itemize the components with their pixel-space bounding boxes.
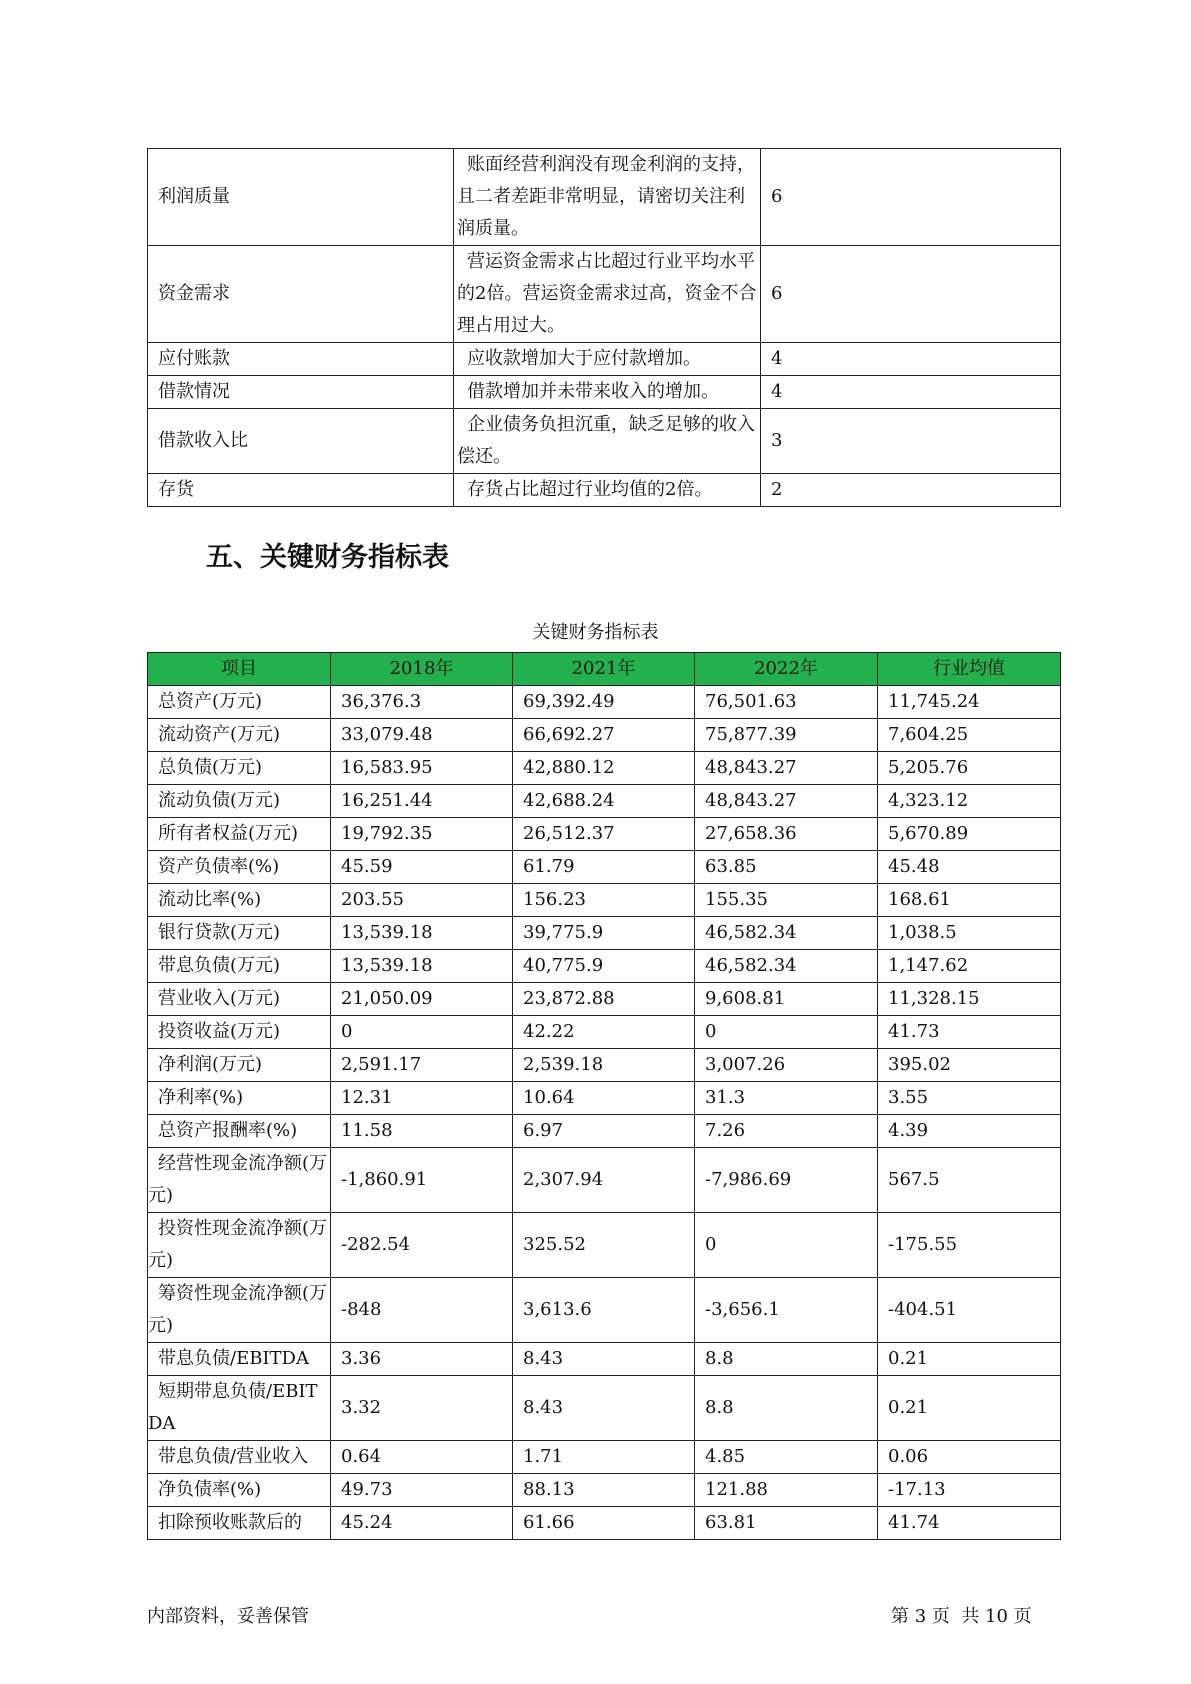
risk-desc: 企业债务负担沉重，缺乏足够的收入偿还。: [454, 409, 761, 474]
row-label: 净负债率(%): [148, 1474, 331, 1507]
data-cell: 4,323.12: [878, 785, 1061, 818]
risk-item: 借款情况: [148, 376, 454, 409]
table-row: [148, 1474, 1061, 1507]
data-cell: 0.06: [878, 1441, 1061, 1474]
row-label: 投资性现金流净额(万元): [148, 1213, 331, 1278]
data-cell: 0.64: [331, 1441, 513, 1474]
data-cell: 75,877.39: [695, 719, 878, 752]
risk-desc: 存货占比超过行业均值的2倍。: [454, 474, 761, 507]
data-cell: 23,872.88: [513, 983, 695, 1016]
data-cell: 567.5: [878, 1148, 1061, 1213]
row-label: 净利润(万元): [148, 1049, 331, 1082]
table-row: [148, 1213, 1061, 1278]
data-cell: 0.21: [878, 1343, 1061, 1376]
data-cell: 16,251.44: [331, 785, 513, 818]
row-label: 总资产报酬率(%): [148, 1115, 331, 1148]
data-cell: 0: [695, 1016, 878, 1049]
data-cell: 49.73: [331, 1474, 513, 1507]
data-cell: 8.43: [513, 1343, 695, 1376]
row-label: 银行贷款(万元): [148, 917, 331, 950]
row-label: 带息负债/营业收入: [148, 1441, 331, 1474]
row-label: 经营性现金流净额(万元): [148, 1148, 331, 1213]
table-row: [148, 950, 1061, 983]
data-cell: 1,147.62: [878, 950, 1061, 983]
table-row: [148, 1343, 1061, 1376]
row-label: 带息负债/EBITDA: [148, 1343, 331, 1376]
data-cell: 6.97: [513, 1115, 695, 1148]
table-row: [148, 149, 1061, 246]
table-row: [148, 343, 1061, 376]
data-cell: 42.22: [513, 1016, 695, 1049]
data-cell: 61.66: [513, 1507, 695, 1540]
data-cell: 0: [331, 1016, 513, 1049]
data-cell: 8.8: [695, 1376, 878, 1441]
row-label: 扣除预收账款后的: [148, 1507, 331, 1540]
data-cell: 11,745.24: [878, 686, 1061, 719]
risk-item: 存货: [148, 474, 454, 507]
row-label: 所有者权益(万元): [148, 818, 331, 851]
data-cell: 45.48: [878, 851, 1061, 884]
data-cell: 11,328.15: [878, 983, 1061, 1016]
table-row: [148, 785, 1061, 818]
data-cell: 3.36: [331, 1343, 513, 1376]
data-cell: 2,539.18: [513, 1049, 695, 1082]
data-cell: 7,604.25: [878, 719, 1061, 752]
data-cell: 0.21: [878, 1376, 1061, 1441]
row-label: 投资收益(万元): [148, 1016, 331, 1049]
row-label: 总资产(万元): [148, 686, 331, 719]
data-cell: 13,539.18: [331, 950, 513, 983]
data-cell: 395.02: [878, 1049, 1061, 1082]
risk-item: 利润质量: [148, 149, 454, 246]
table-row: [148, 1148, 1061, 1213]
data-cell: 45.59: [331, 851, 513, 884]
data-cell: -3,656.1: [695, 1278, 878, 1343]
risk-score: 4: [761, 376, 1061, 409]
table-row: [148, 1441, 1061, 1474]
row-label: 资产负债率(%): [148, 851, 331, 884]
data-cell: -404.51: [878, 1278, 1061, 1343]
row-label: 流动比率(%): [148, 884, 331, 917]
data-cell: 36,376.3: [331, 686, 513, 719]
column-header: 2022年: [695, 653, 878, 686]
data-cell: 2,591.17: [331, 1049, 513, 1082]
data-cell: 156.23: [513, 884, 695, 917]
table-row: [148, 752, 1061, 785]
data-cell: 5,205.76: [878, 752, 1061, 785]
data-cell: -282.54: [331, 1213, 513, 1278]
data-cell: 12.31: [331, 1082, 513, 1115]
data-cell: -175.55: [878, 1213, 1061, 1278]
data-cell: 45.24: [331, 1507, 513, 1540]
table-row: [148, 409, 1061, 474]
footer-page-number: 第 3 页 共 10 页: [891, 1606, 1032, 1627]
risk-score: 4: [761, 343, 1061, 376]
data-cell: 40,775.9: [513, 950, 695, 983]
data-cell: 31.3: [695, 1082, 878, 1115]
data-cell: 48,843.27: [695, 785, 878, 818]
data-cell: 168.61: [878, 884, 1061, 917]
table-header-row: [148, 653, 1061, 686]
data-cell: 48,843.27: [695, 752, 878, 785]
data-cell: 9,608.81: [695, 983, 878, 1016]
table-row: [148, 917, 1061, 950]
data-cell: 21,050.09: [331, 983, 513, 1016]
table-row: [148, 818, 1061, 851]
data-cell: 66,692.27: [513, 719, 695, 752]
data-cell: -7,986.69: [695, 1148, 878, 1213]
data-cell: 39,775.9: [513, 917, 695, 950]
risk-desc: 营运资金需求占比超过行业平均水平的2倍。营运资金需求过高，资金不合理占用过大。: [454, 246, 761, 343]
table-row: [148, 1049, 1061, 1082]
risk-desc: 借款增加并未带来收入的增加。: [454, 376, 761, 409]
data-cell: 155.35: [695, 884, 878, 917]
column-header: 2021年: [513, 653, 695, 686]
table-row: [148, 1115, 1061, 1148]
risk-desc: 账面经营利润没有现金利润的支持，且二者差距非常明显，请密切关注利润质量。: [454, 149, 761, 246]
risk-score: 6: [761, 246, 1061, 343]
row-label: 营业收入(万元): [148, 983, 331, 1016]
data-cell: 42,688.24: [513, 785, 695, 818]
data-cell: -848: [331, 1278, 513, 1343]
data-cell: 10.64: [513, 1082, 695, 1115]
data-cell: 16,583.95: [331, 752, 513, 785]
table-row: [148, 1376, 1061, 1441]
data-cell: 325.52: [513, 1213, 695, 1278]
table-row: [148, 1082, 1061, 1115]
data-cell: 46,582.34: [695, 917, 878, 950]
column-header: 2018年: [331, 653, 513, 686]
table-row: [148, 1278, 1061, 1343]
financial-table-body: [148, 686, 1061, 1540]
table-row: [148, 1016, 1061, 1049]
table-caption: 关键财务指标表: [532, 622, 659, 643]
section-heading: 五、关键财务指标表: [206, 542, 449, 573]
table-row: [148, 851, 1061, 884]
column-header: 项目: [148, 653, 331, 686]
data-cell: 41.74: [878, 1507, 1061, 1540]
data-cell: 76,501.63: [695, 686, 878, 719]
footer-confidential-note: 内部资料，妥善保管: [147, 1606, 309, 1627]
row-label: 短期带息负债/EBITDA: [148, 1376, 331, 1441]
data-cell: 11.58: [331, 1115, 513, 1148]
data-cell: 4.85: [695, 1441, 878, 1474]
row-label: 流动资产(万元): [148, 719, 331, 752]
table-row: [148, 884, 1061, 917]
data-cell: 2,307.94: [513, 1148, 695, 1213]
row-label: 带息负债(万元): [148, 950, 331, 983]
data-cell: 3.32: [331, 1376, 513, 1441]
data-cell: 42,880.12: [513, 752, 695, 785]
table-row: [148, 983, 1061, 1016]
data-cell: 5,670.89: [878, 818, 1061, 851]
data-cell: -17.13: [878, 1474, 1061, 1507]
table-row: [148, 719, 1061, 752]
data-cell: 3,007.26: [695, 1049, 878, 1082]
data-cell: 203.55: [331, 884, 513, 917]
data-cell: 3,613.6: [513, 1278, 695, 1343]
data-cell: 19,792.35: [331, 818, 513, 851]
data-cell: 69,392.49: [513, 686, 695, 719]
data-cell: 8.43: [513, 1376, 695, 1441]
data-cell: 13,539.18: [331, 917, 513, 950]
financial-indicators-table: [147, 652, 1061, 1540]
data-cell: 61.79: [513, 851, 695, 884]
data-cell: 63.81: [695, 1507, 878, 1540]
data-cell: 88.13: [513, 1474, 695, 1507]
table-row: [148, 1507, 1061, 1540]
data-cell: -1,860.91: [331, 1148, 513, 1213]
risk-table: [147, 148, 1061, 507]
risk-item: 应付账款: [148, 343, 454, 376]
data-cell: 7.26: [695, 1115, 878, 1148]
row-label: 总负债(万元): [148, 752, 331, 785]
risk-score: 3: [761, 409, 1061, 474]
data-cell: 8.8: [695, 1343, 878, 1376]
table-row: [148, 686, 1061, 719]
row-label: 净利率(%): [148, 1082, 331, 1115]
data-cell: 1,038.5: [878, 917, 1061, 950]
risk-item: 资金需求: [148, 246, 454, 343]
column-header: 行业均值: [878, 653, 1061, 686]
data-cell: 33,079.48: [331, 719, 513, 752]
data-cell: 0: [695, 1213, 878, 1278]
data-cell: 46,582.34: [695, 950, 878, 983]
row-label: 流动负债(万元): [148, 785, 331, 818]
risk-item: 借款收入比: [148, 409, 454, 474]
row-label: 筹资性现金流净额(万元): [148, 1278, 331, 1343]
data-cell: 41.73: [878, 1016, 1061, 1049]
data-cell: 3.55: [878, 1082, 1061, 1115]
table-row: [148, 376, 1061, 409]
data-cell: 27,658.36: [695, 818, 878, 851]
data-cell: 26,512.37: [513, 818, 695, 851]
risk-score: 2: [761, 474, 1061, 507]
risk-desc: 应收款增加大于应付款增加。: [454, 343, 761, 376]
table-row: [148, 246, 1061, 343]
risk-score: 6: [761, 149, 1061, 246]
data-cell: 4.39: [878, 1115, 1061, 1148]
data-cell: 1.71: [513, 1441, 695, 1474]
data-cell: 121.88: [695, 1474, 878, 1507]
data-cell: 63.85: [695, 851, 878, 884]
table-row: [148, 474, 1061, 507]
